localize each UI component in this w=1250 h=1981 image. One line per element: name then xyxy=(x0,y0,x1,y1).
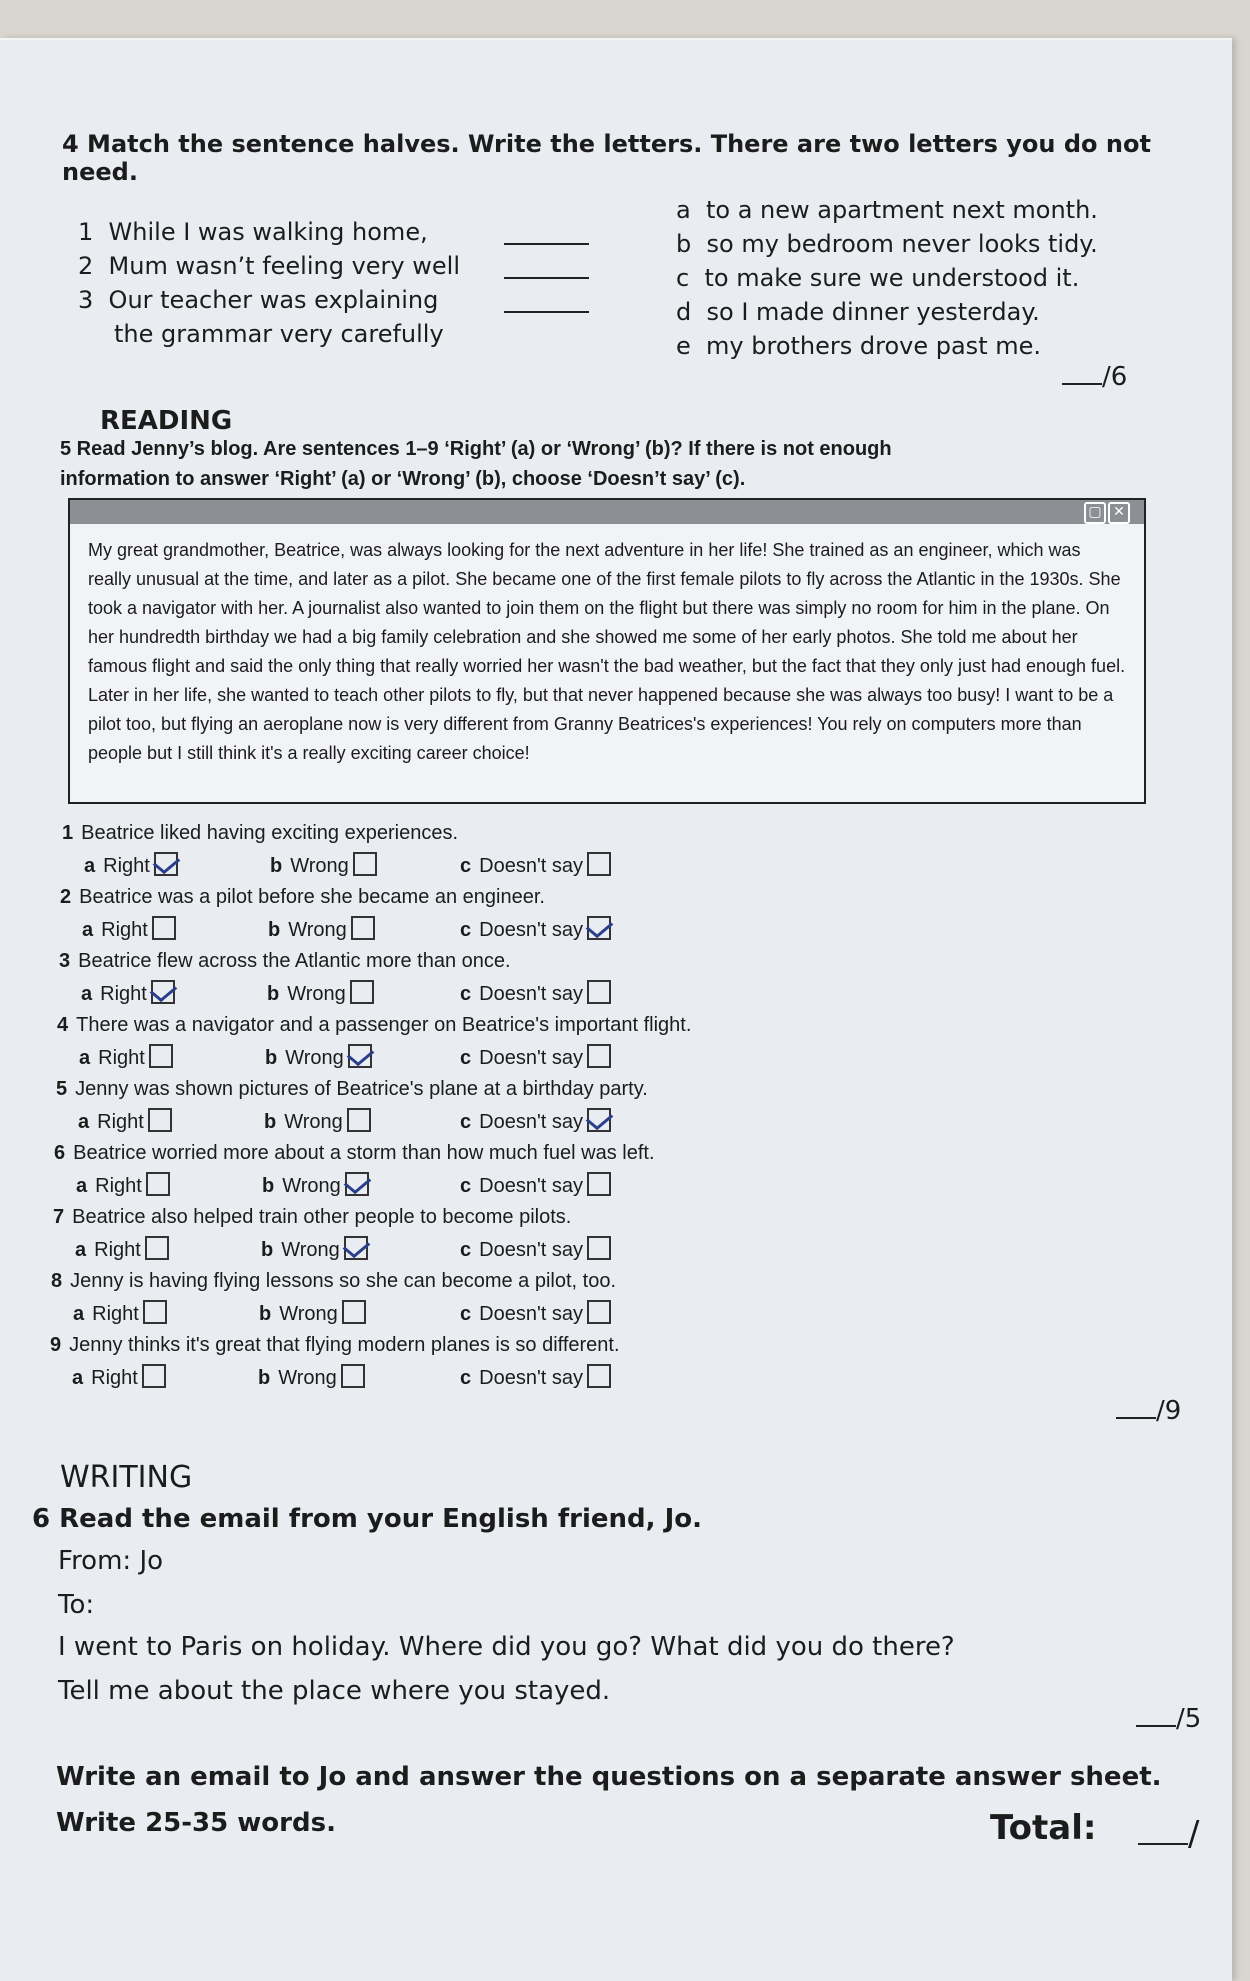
option-letter: b xyxy=(270,855,283,877)
minimize-icon[interactable]: ▢ xyxy=(1084,502,1106,524)
checkbox[interactable] xyxy=(351,916,375,940)
option-label: Wrong xyxy=(288,919,347,941)
match-left-item-1 xyxy=(78,218,428,246)
reading-instruction: 5 Read Jenny’s blog. Are sentences 1–9 ‘Right’ (a) or ‘Wrong’ (b)? If there is not enough information to answer ‘Right’ (a) or ‘Wrong’ (b), choose ‘Doesn’t say’ (c). xyxy=(60,438,892,490)
option-letter: a xyxy=(76,1175,88,1197)
option-c-q8[interactable] xyxy=(460,1300,611,1326)
checkbox[interactable] xyxy=(143,1300,167,1324)
question-6 xyxy=(54,1142,655,1165)
option-a-q8[interactable] xyxy=(73,1300,167,1326)
match-right-item-a xyxy=(676,196,1098,224)
worksheet-page xyxy=(0,38,1232,1981)
item-number: 3 xyxy=(78,286,94,314)
checked-checkbox[interactable] xyxy=(344,1236,368,1260)
item-text: Our teacher was explaining xyxy=(108,286,439,314)
option-c-q6[interactable] xyxy=(460,1172,611,1198)
question-text: There was a navigator and a passenger on Beatrice's important flight. xyxy=(76,1014,692,1036)
score-value: / xyxy=(1188,1814,1200,1854)
checked-checkbox[interactable] xyxy=(154,852,178,876)
option-c-q9[interactable] xyxy=(460,1364,611,1390)
option-label: Right xyxy=(100,983,147,1005)
option-a-q2[interactable] xyxy=(82,916,176,942)
checkbox[interactable] xyxy=(587,980,611,1004)
option-label: Wrong xyxy=(285,1047,344,1069)
checked-checkbox[interactable] xyxy=(348,1044,372,1068)
question-text: Beatrice worried more about a storm than how much fuel was left. xyxy=(73,1142,655,1164)
answer-blank-3[interactable] xyxy=(504,298,589,317)
option-letter: a xyxy=(79,1047,91,1069)
question-8 xyxy=(51,1270,616,1293)
question-9 xyxy=(50,1334,620,1357)
match-left-item-3-cont: the grammar very carefully xyxy=(114,320,444,348)
email-line-2: Tell me about the place where you stayed. xyxy=(58,1676,611,1706)
item-number: 2 xyxy=(78,252,94,280)
option-letter: a xyxy=(73,1303,85,1325)
checkbox[interactable] xyxy=(587,1364,611,1388)
score-value: /9 xyxy=(1156,1396,1182,1426)
answer-blank-2[interactable] xyxy=(504,264,589,283)
option-letter: c xyxy=(460,1367,472,1389)
option-a-q3[interactable] xyxy=(81,980,175,1006)
option-label: Right xyxy=(101,919,148,941)
section4-score xyxy=(1062,362,1127,392)
option-c-q1[interactable] xyxy=(460,852,611,878)
option-label: Doesn't say xyxy=(479,1175,583,1197)
option-label: Doesn't say xyxy=(479,855,583,877)
option-a-q7[interactable] xyxy=(75,1236,169,1262)
close-icon[interactable]: ✕ xyxy=(1108,502,1130,524)
option-letter: a xyxy=(75,1239,87,1261)
option-letter: b xyxy=(264,1111,277,1133)
option-letter: a xyxy=(78,1111,90,1133)
option-letter: c xyxy=(460,1239,472,1261)
option-label: Right xyxy=(91,1367,138,1389)
question-number: 2 xyxy=(60,886,72,908)
option-b-q4[interactable] xyxy=(265,1044,372,1070)
question-number: 9 xyxy=(50,1334,62,1356)
item-letter: d xyxy=(676,298,692,326)
checkbox[interactable] xyxy=(341,1364,365,1388)
option-a-q1[interactable] xyxy=(84,852,178,878)
option-letter: a xyxy=(72,1367,84,1389)
option-label: Doesn't say xyxy=(479,1367,583,1389)
option-label: Wrong xyxy=(278,1367,337,1389)
option-label: Doesn't say xyxy=(479,1303,583,1325)
item-text: to make sure we understood it. xyxy=(704,264,1080,292)
option-b-q6[interactable] xyxy=(262,1172,369,1198)
checkbox[interactable] xyxy=(142,1364,166,1388)
writing-heading: WRITING xyxy=(60,1460,193,1495)
score-value: /5 xyxy=(1176,1704,1202,1734)
option-label: Right xyxy=(98,1047,145,1069)
checkbox[interactable] xyxy=(152,916,176,940)
checkbox[interactable] xyxy=(342,1300,366,1324)
checkbox[interactable] xyxy=(149,1044,173,1068)
question-text: Beatrice liked having exciting experiences. xyxy=(81,822,458,844)
reading-score xyxy=(1116,1396,1181,1426)
option-label: Wrong xyxy=(281,1239,340,1261)
option-letter: c xyxy=(460,1111,472,1133)
question-number: 1 xyxy=(62,822,74,844)
option-c-q7[interactable] xyxy=(460,1236,611,1262)
item-text: to a new apartment next month. xyxy=(705,196,1098,224)
item-text: so I made dinner yesterday. xyxy=(706,298,1040,326)
option-label: Doesn't say xyxy=(479,983,583,1005)
option-b-q9[interactable] xyxy=(258,1364,365,1390)
item-letter: c xyxy=(676,264,690,292)
option-letter: c xyxy=(460,1175,472,1197)
writing-title: 6 Read the email from your English friend, Jo. xyxy=(32,1504,702,1534)
question-number: 7 xyxy=(53,1206,65,1228)
option-label: Doesn't say xyxy=(479,919,583,941)
answer-blank-1[interactable] xyxy=(504,230,589,249)
option-letter: b xyxy=(265,1047,278,1069)
question-number: 5 xyxy=(56,1078,68,1100)
option-label: Right xyxy=(92,1303,139,1325)
checkbox[interactable] xyxy=(350,980,374,1004)
item-text: my brothers drove past me. xyxy=(706,332,1041,360)
option-a-q6[interactable] xyxy=(76,1172,170,1198)
item-number: 1 xyxy=(78,218,94,246)
option-b-q3[interactable] xyxy=(267,980,374,1006)
blog-text: My great grandmother, Beatrice, was always looking for the next adventure in her life! She trained as an engineer, which was really unusual at the time, and later as a pilot. She became one of the first female pilots to fly across the Atlantic in the 1930s. She took a navigator with her. A journalist also wanted to join them on the flight but there was simply no room for him in the plane. On her hundredth birthday we had a big family celebration and she showed me some of her early photos. She told me about her famous flight and said the only thing that really worried her wasn't the bad weather, but the fact that they only just had enough fuel. Later in her life, she wanted to teach other pilots to fly, but that never happened because she was always too busy! I want to be a pilot too, but flying an aeroplane now is very different from Granny Beatrices's experiences! You rely on computers more than people but I still think it's a really exciting career choice! xyxy=(88,540,1126,763)
item-letter: e xyxy=(676,332,691,360)
option-letter: c xyxy=(460,1047,472,1069)
total-score[interactable] xyxy=(1138,1814,1199,1854)
question-4 xyxy=(57,1014,691,1037)
checkbox[interactable] xyxy=(587,1300,611,1324)
item-letter: a xyxy=(676,196,691,224)
checkbox[interactable] xyxy=(146,1172,170,1196)
question-5 xyxy=(56,1078,648,1101)
option-letter: c xyxy=(460,855,472,877)
option-b-q1[interactable] xyxy=(270,852,377,878)
option-label: Right xyxy=(95,1175,142,1197)
match-right-item-e xyxy=(676,332,1041,360)
option-letter: c xyxy=(460,919,472,941)
option-letter: a xyxy=(84,855,96,877)
question-number: 4 xyxy=(57,1014,69,1036)
checkbox[interactable] xyxy=(587,1044,611,1068)
blog-window xyxy=(68,498,1146,804)
checkbox[interactable] xyxy=(587,852,611,876)
option-label: Wrong xyxy=(282,1175,341,1197)
option-letter: b xyxy=(258,1367,271,1389)
question-number: 6 xyxy=(54,1142,66,1164)
option-label: Right xyxy=(94,1239,141,1261)
checked-checkbox[interactable] xyxy=(587,916,611,940)
option-a-q5[interactable] xyxy=(78,1108,172,1134)
option-label: Wrong xyxy=(279,1303,338,1325)
option-letter: a xyxy=(82,919,94,941)
option-b-q5[interactable] xyxy=(264,1108,371,1134)
option-a-q4[interactable] xyxy=(79,1044,173,1070)
match-right-item-b xyxy=(676,230,1098,258)
question-text: Beatrice also helped train other people to become pilots. xyxy=(72,1206,572,1228)
checkbox[interactable] xyxy=(148,1108,172,1132)
option-label: Doesn't say xyxy=(479,1239,583,1261)
option-letter: c xyxy=(460,983,472,1005)
match-right-item-c xyxy=(676,264,1079,292)
checkbox[interactable] xyxy=(353,852,377,876)
option-letter: b xyxy=(259,1303,272,1325)
option-letter: b xyxy=(261,1239,274,1261)
option-b-q2[interactable] xyxy=(268,916,375,942)
option-b-q8[interactable] xyxy=(259,1300,366,1326)
option-letter: b xyxy=(267,983,280,1005)
total-label: Total: xyxy=(990,1808,1097,1848)
question-number: 3 xyxy=(59,950,71,972)
checkbox[interactable] xyxy=(145,1236,169,1260)
option-letter: b xyxy=(268,919,281,941)
question-number: 8 xyxy=(51,1270,63,1292)
checked-checkbox[interactable] xyxy=(151,980,175,1004)
question-text: Beatrice flew across the Atlantic more than once. xyxy=(78,950,511,972)
checkbox[interactable] xyxy=(587,1236,611,1260)
option-a-q9[interactable] xyxy=(72,1364,166,1390)
question-1 xyxy=(62,822,458,845)
blog-window-titlebar xyxy=(70,500,1144,524)
reading-heading: READING xyxy=(100,406,233,436)
option-label: Right xyxy=(97,1111,144,1133)
option-c-q5[interactable] xyxy=(460,1108,611,1134)
question-text: Jenny was shown pictures of Beatrice's plane at a birthday party. xyxy=(75,1078,648,1100)
question-text: Jenny is having flying lessons so she can become a pilot, too. xyxy=(70,1270,616,1292)
checked-checkbox[interactable] xyxy=(345,1172,369,1196)
checkbox[interactable] xyxy=(347,1108,371,1132)
checked-checkbox[interactable] xyxy=(587,1108,611,1132)
writing-instruction-1: Write an email to Jo and answer the questions on a separate answer sheet. xyxy=(56,1762,1162,1792)
question-text: Jenny thinks it's great that flying modern planes is so different. xyxy=(69,1334,620,1356)
option-c-q4[interactable] xyxy=(460,1044,611,1070)
option-label: Wrong xyxy=(284,1111,343,1133)
match-left-item-2 xyxy=(78,252,460,280)
option-label: Wrong xyxy=(287,983,346,1005)
question-3 xyxy=(59,950,511,973)
question-2 xyxy=(60,886,545,909)
option-label: Doesn't say xyxy=(479,1111,583,1133)
email-to: To: xyxy=(58,1590,95,1620)
option-label: Wrong xyxy=(290,855,349,877)
checkbox[interactable] xyxy=(587,1172,611,1196)
score-value: /6 xyxy=(1102,362,1128,392)
section4-title: 4 Match the sentence halves. Write the letters. There are two letters you do not need. xyxy=(62,130,1151,186)
question-text: Beatrice was a pilot before she became an engineer. xyxy=(79,886,545,908)
writing-instruction-2: Write 25-35 words. xyxy=(56,1808,336,1838)
option-b-q7[interactable] xyxy=(261,1236,368,1262)
item-text: Mum wasn’t feeling very well xyxy=(108,252,460,280)
writing-score xyxy=(1136,1704,1201,1734)
option-letter: c xyxy=(460,1303,472,1325)
item-text: While I was walking home, xyxy=(108,218,428,246)
email-line-1: I went to Paris on holiday. Where did you go? What did you do there? xyxy=(58,1632,955,1662)
option-c-q2[interactable] xyxy=(460,916,611,942)
option-label: Doesn't say xyxy=(479,1047,583,1069)
option-letter: a xyxy=(81,983,93,1005)
match-left-item-3 xyxy=(78,286,438,314)
option-label: Right xyxy=(103,855,150,877)
option-c-q3[interactable] xyxy=(460,980,611,1006)
question-7 xyxy=(53,1206,571,1229)
item-text: so my bedroom never looks tidy. xyxy=(706,230,1098,258)
item-letter: b xyxy=(676,230,692,258)
match-right-item-d xyxy=(676,298,1040,326)
email-from: From: Jo xyxy=(58,1546,164,1576)
option-letter: b xyxy=(262,1175,275,1197)
